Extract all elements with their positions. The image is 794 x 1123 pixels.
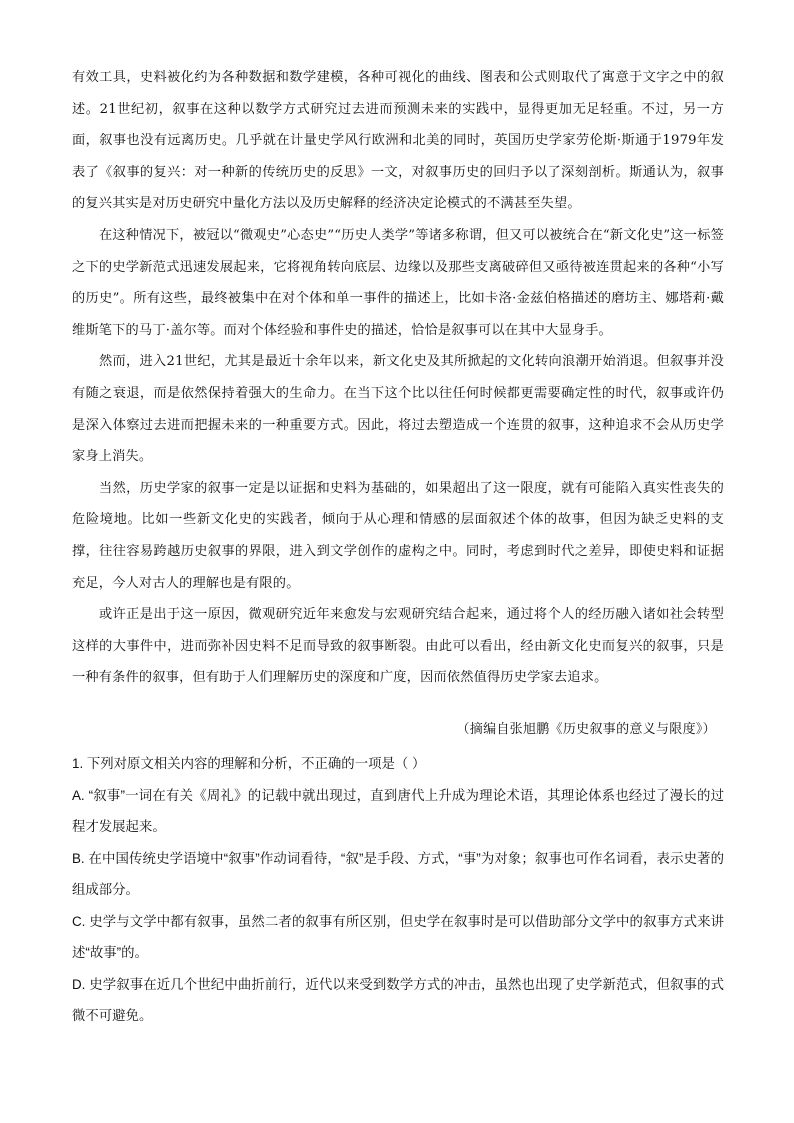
option-a: A. “叙事”一词在有关《周礼》的记载中就出现过，直到唐代上升成为理论术语，其理论体系也经过了漫长的过程才发展起来。 — [72, 787, 724, 834]
passage-paragraph: 当然，历史学家的叙事一定是以证据和史料为基础的，如果超出了这一限度，就有可能陷入真实性丧失的危险境地。比如一些新文化史的实践者，倾向于从心理和情感的层面叙述个体的故事，但因为缺乏史料的支撑，往往容易跨越历史叙事的界限，进入到文学创作的虚构之中。同时，考虑到时代之差异，即使史料和证据充足，今人对古人的理解也是有限的。 — [72, 480, 724, 591]
passage-paragraph: 有效工具，史料被化约为各种数据和数学建模，各种可视化的曲线、图表和公式则取代了寓意于文字之中的叙述。21世纪初，叙事在这种以数学方式研究过去进而预测未来的实践中，显得更加无足轻重。不过，另一方面，叙事也没有远离历史。几乎就在计量史学风行欧洲和北美的同时，英国历史学家劳伦斯·斯通于1979年发表了《叙事的复兴：对一种新的传统历史的反思》一文，对叙事历史的回归予以了深刻剖析。斯通认为，叙事的复兴其实是对历史研究中量化方法以及历史解释的经济决定论模式的不满甚至失望。 — [72, 70, 724, 212]
passage-paragraph: 然而，进入21世纪，尤其是最近十余年以来，新文化史及其所掀起的文化转向浪潮开始消退。但叙事并没有随之衰退，而是依然保持着强大的生命力。在当下这个比以往任何时候都更需要确定性的时代，叙事或许仍是深入体察过去进而把握未来的一种重要方式。因此，将过去塑造成一个连贯的叙事，这种追求不会从历史学家身上消失。 — [72, 354, 724, 465]
question-stem: 1. 下列对原文相关内容的理解和分析，不正确的一项是（ ） — [72, 756, 426, 771]
option-b: B. 在中国传统史学语境中“叙事”作动词看待，“叙”是手段、方式，“事”为对象；叙事也可作名词看，表示史著的组成部分。 — [72, 850, 724, 897]
passage-source: （摘编自张旭鹏《历史叙事的意义与限度》） — [456, 722, 716, 737]
reading-passage — [72, 62, 724, 694]
question-block — [72, 748, 724, 1032]
passage-paragraph: 在这种情况下，被冠以“微观史”心态史”“历史人类学”等诸多称谓，但又可以被统合在“新文化史”这一标签之下的史学新范式迅速发展起来，它将视角转向底层、边缘以及那些支离破碎但又亟待被连贯起来的各种“小写的历史”。所有这些，最终被集中在对个体和单一事件的描述上，比如卡洛·金兹伯格描述的磨坊主、娜塔莉·戴维斯笔下的马丁·盖尔等。而对个体经验和事件史的描述，恰恰是叙事可以在其中大显身手。 — [72, 227, 724, 338]
option-d: D. 史学叙事在近几个世纪中曲折前行，近代以来受到数学方式的冲击，虽然也出现了史学新范式，但叙事的式微不可避免。 — [72, 976, 724, 1023]
option-c: C. 史学与文学中都有叙事，虽然二者的叙事有所区别，但史学在叙事时是可以借助部分文学中的叙事方式来讲述“故事”的。 — [72, 913, 724, 960]
passage-paragraph: 或许正是出于这一原因，微观研究近年来愈发与宏观研究结合起来，通过将个人的经历融入诸如社会转型这样的大事件中，进而弥补因史料不足而导致的叙事断裂。由此可以看出，经由新文化史而复兴的叙事，只是一种有条件的叙事，但有助于人们理解历史的深度和广度，因而依然值得历史学家去追求。 — [72, 607, 724, 686]
